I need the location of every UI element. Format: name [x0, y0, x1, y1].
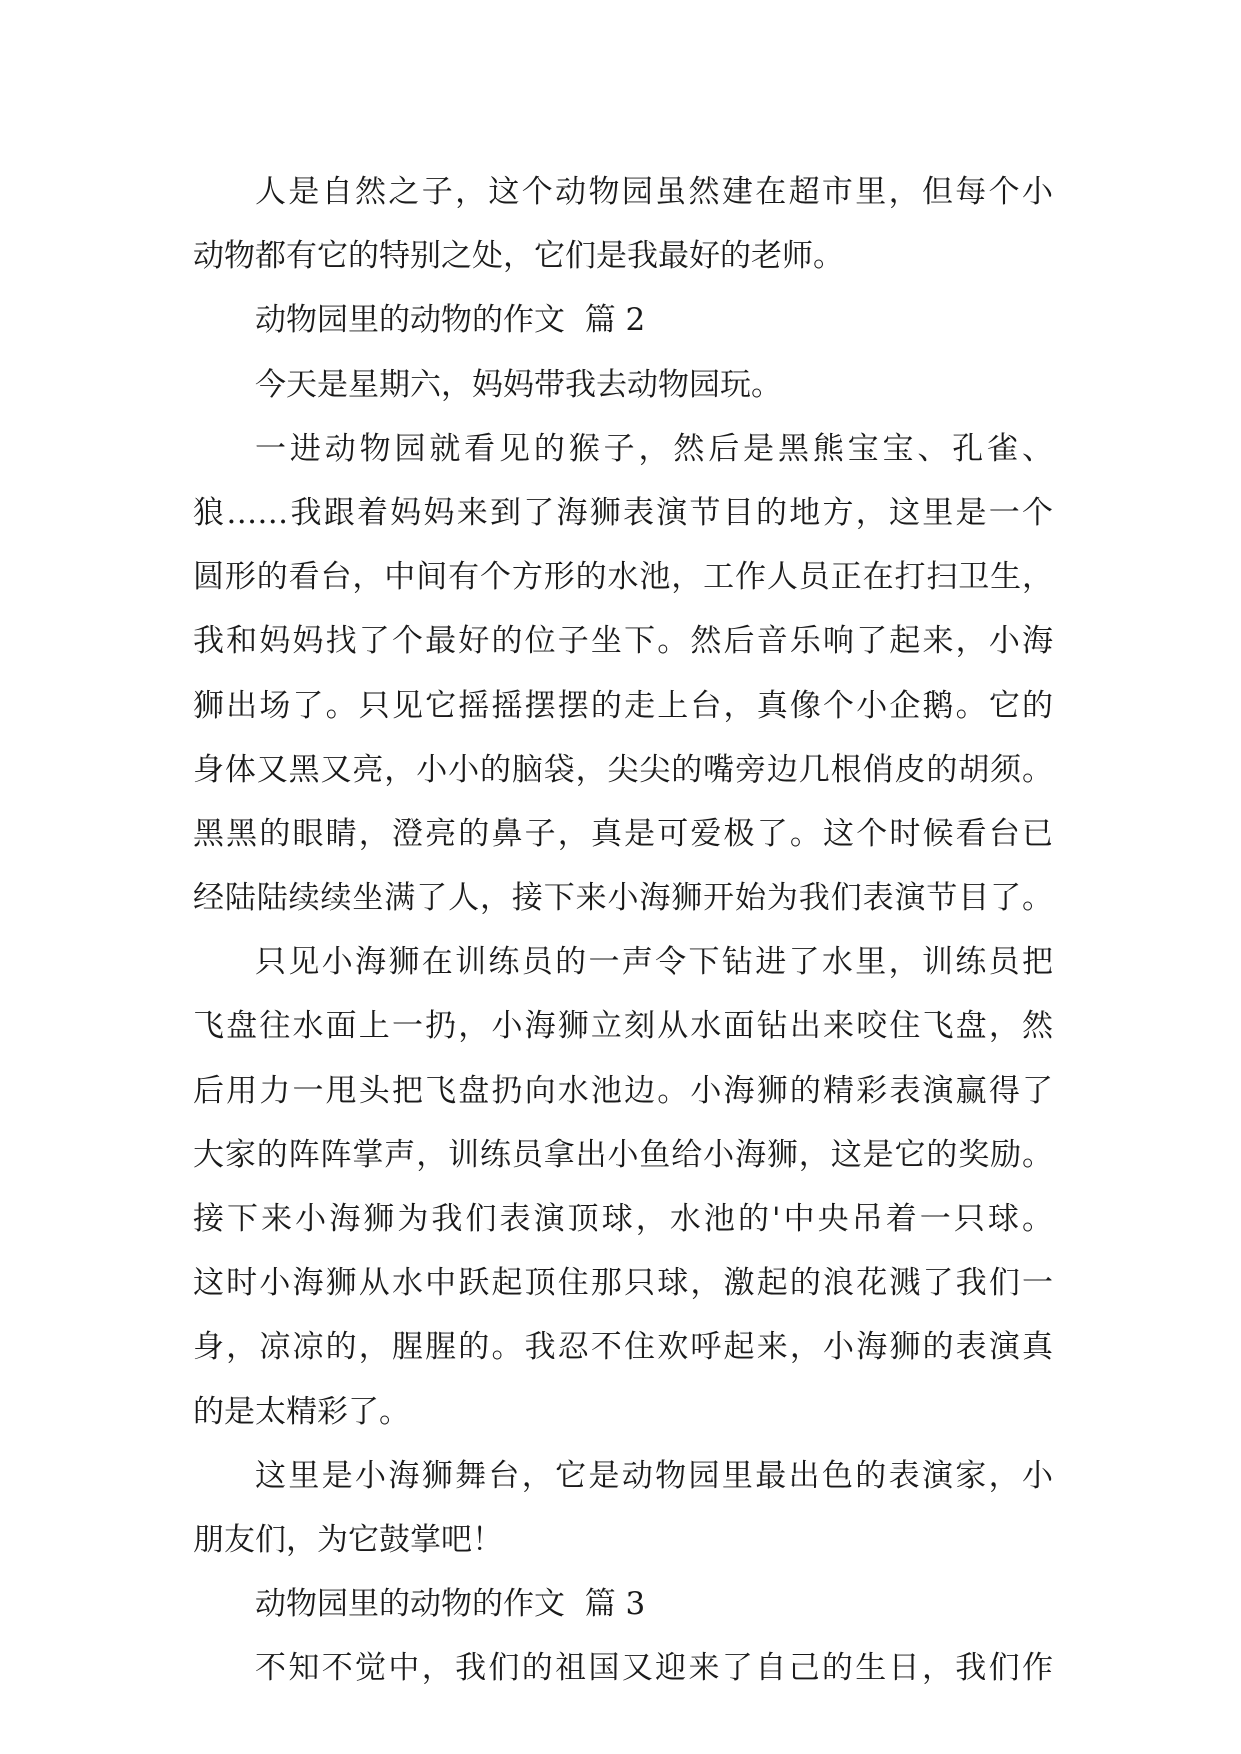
paragraph-performance [193, 930, 1053, 1444]
section-heading-3 [193, 1572, 1053, 1636]
paragraph-applause [193, 1444, 1053, 1572]
paragraph-arrival [193, 417, 1053, 931]
text-line: 人是自然之子，这个动物园虽然建在超市里，但每个小 [255, 174, 1053, 210]
text-line: 经陆陆续续坐满了人，接下来小海狮开始为我们表演节目了。 [193, 880, 1053, 917]
text-line: 今天是星期六，妈妈带我去动物园玩。 [255, 366, 782, 403]
text-line: 接下来小海狮为我们表演顶球，水池的'中央吊着一只球。 [193, 1201, 1053, 1237]
text-line: 一进动物园就看见的猴子，然后是黑熊宝宝、孔雀、 [255, 430, 1053, 467]
text-line: 动物都有它的特别之处，它们是我最好的老师。 [193, 238, 844, 275]
text-line: 后用力一甩头把飞盘扔向水池边。小海狮的精彩表演赢得了 [193, 1072, 1053, 1109]
text-line: 的是太精彩了。 [193, 1393, 410, 1430]
heading-line: 动物园里的动物的作文 篇 3 [255, 1586, 646, 1623]
text-line: 黑黑的眼睛，澄亮的鼻子，真是可爱极了。这个时候看台已 [193, 815, 1053, 852]
paragraph-closing-1 [193, 160, 1053, 288]
text-line: 这时小海狮从水中跃起顶住那只球，激起的浪花溅了我们一 [193, 1265, 1053, 1302]
text-line: 大家的阵阵掌声，训练员拿出小鱼给小海狮，这是它的奖励。 [193, 1136, 1053, 1173]
text-line: 狮出场了。只见它摇摇摆摆的走上台，真像个小企鹅。它的 [193, 687, 1053, 724]
section-heading-2 [193, 288, 1053, 352]
essay-text [193, 160, 1053, 1701]
text-line: 不知不觉中，我们的祖国又迎来了自己的生日，我们作 [255, 1650, 1053, 1687]
text-line: 这里是小海狮舞台，它是动物园里最出色的表演家，小 [255, 1457, 1053, 1494]
paragraph-intro [193, 353, 1053, 417]
heading-line: 动物园里的动物的作文 篇 2 [255, 302, 646, 339]
text-line: 朋友们，为它鼓掌吧！ [193, 1521, 503, 1558]
text-line: 我和妈妈找了个最好的位子坐下。然后音乐响了起来，小海 [193, 623, 1053, 660]
text-line: 圆形的看台，中间有个方形的水池，工作人员正在打扫卫生， [193, 559, 1053, 596]
paragraph-birthday [193, 1636, 1053, 1700]
text-line: 只见小海狮在训练员的一声令下钻进了水里，训练员把 [255, 944, 1053, 981]
text-line: 飞盘往水面上一扔，小海狮立刻从水面钻出来咬住飞盘，然 [193, 1008, 1053, 1045]
text-line: 身，凉凉的，腥腥的。我忍不住欢呼起来，小海狮的表演真 [193, 1329, 1053, 1366]
text-line: 狼……我跟着妈妈来到了海狮表演节目的地方，这里是一个 [193, 494, 1053, 531]
text-line: 身体又黑又亮，小小的脑袋，尖尖的嘴旁边几根俏皮的胡须。 [193, 751, 1053, 788]
